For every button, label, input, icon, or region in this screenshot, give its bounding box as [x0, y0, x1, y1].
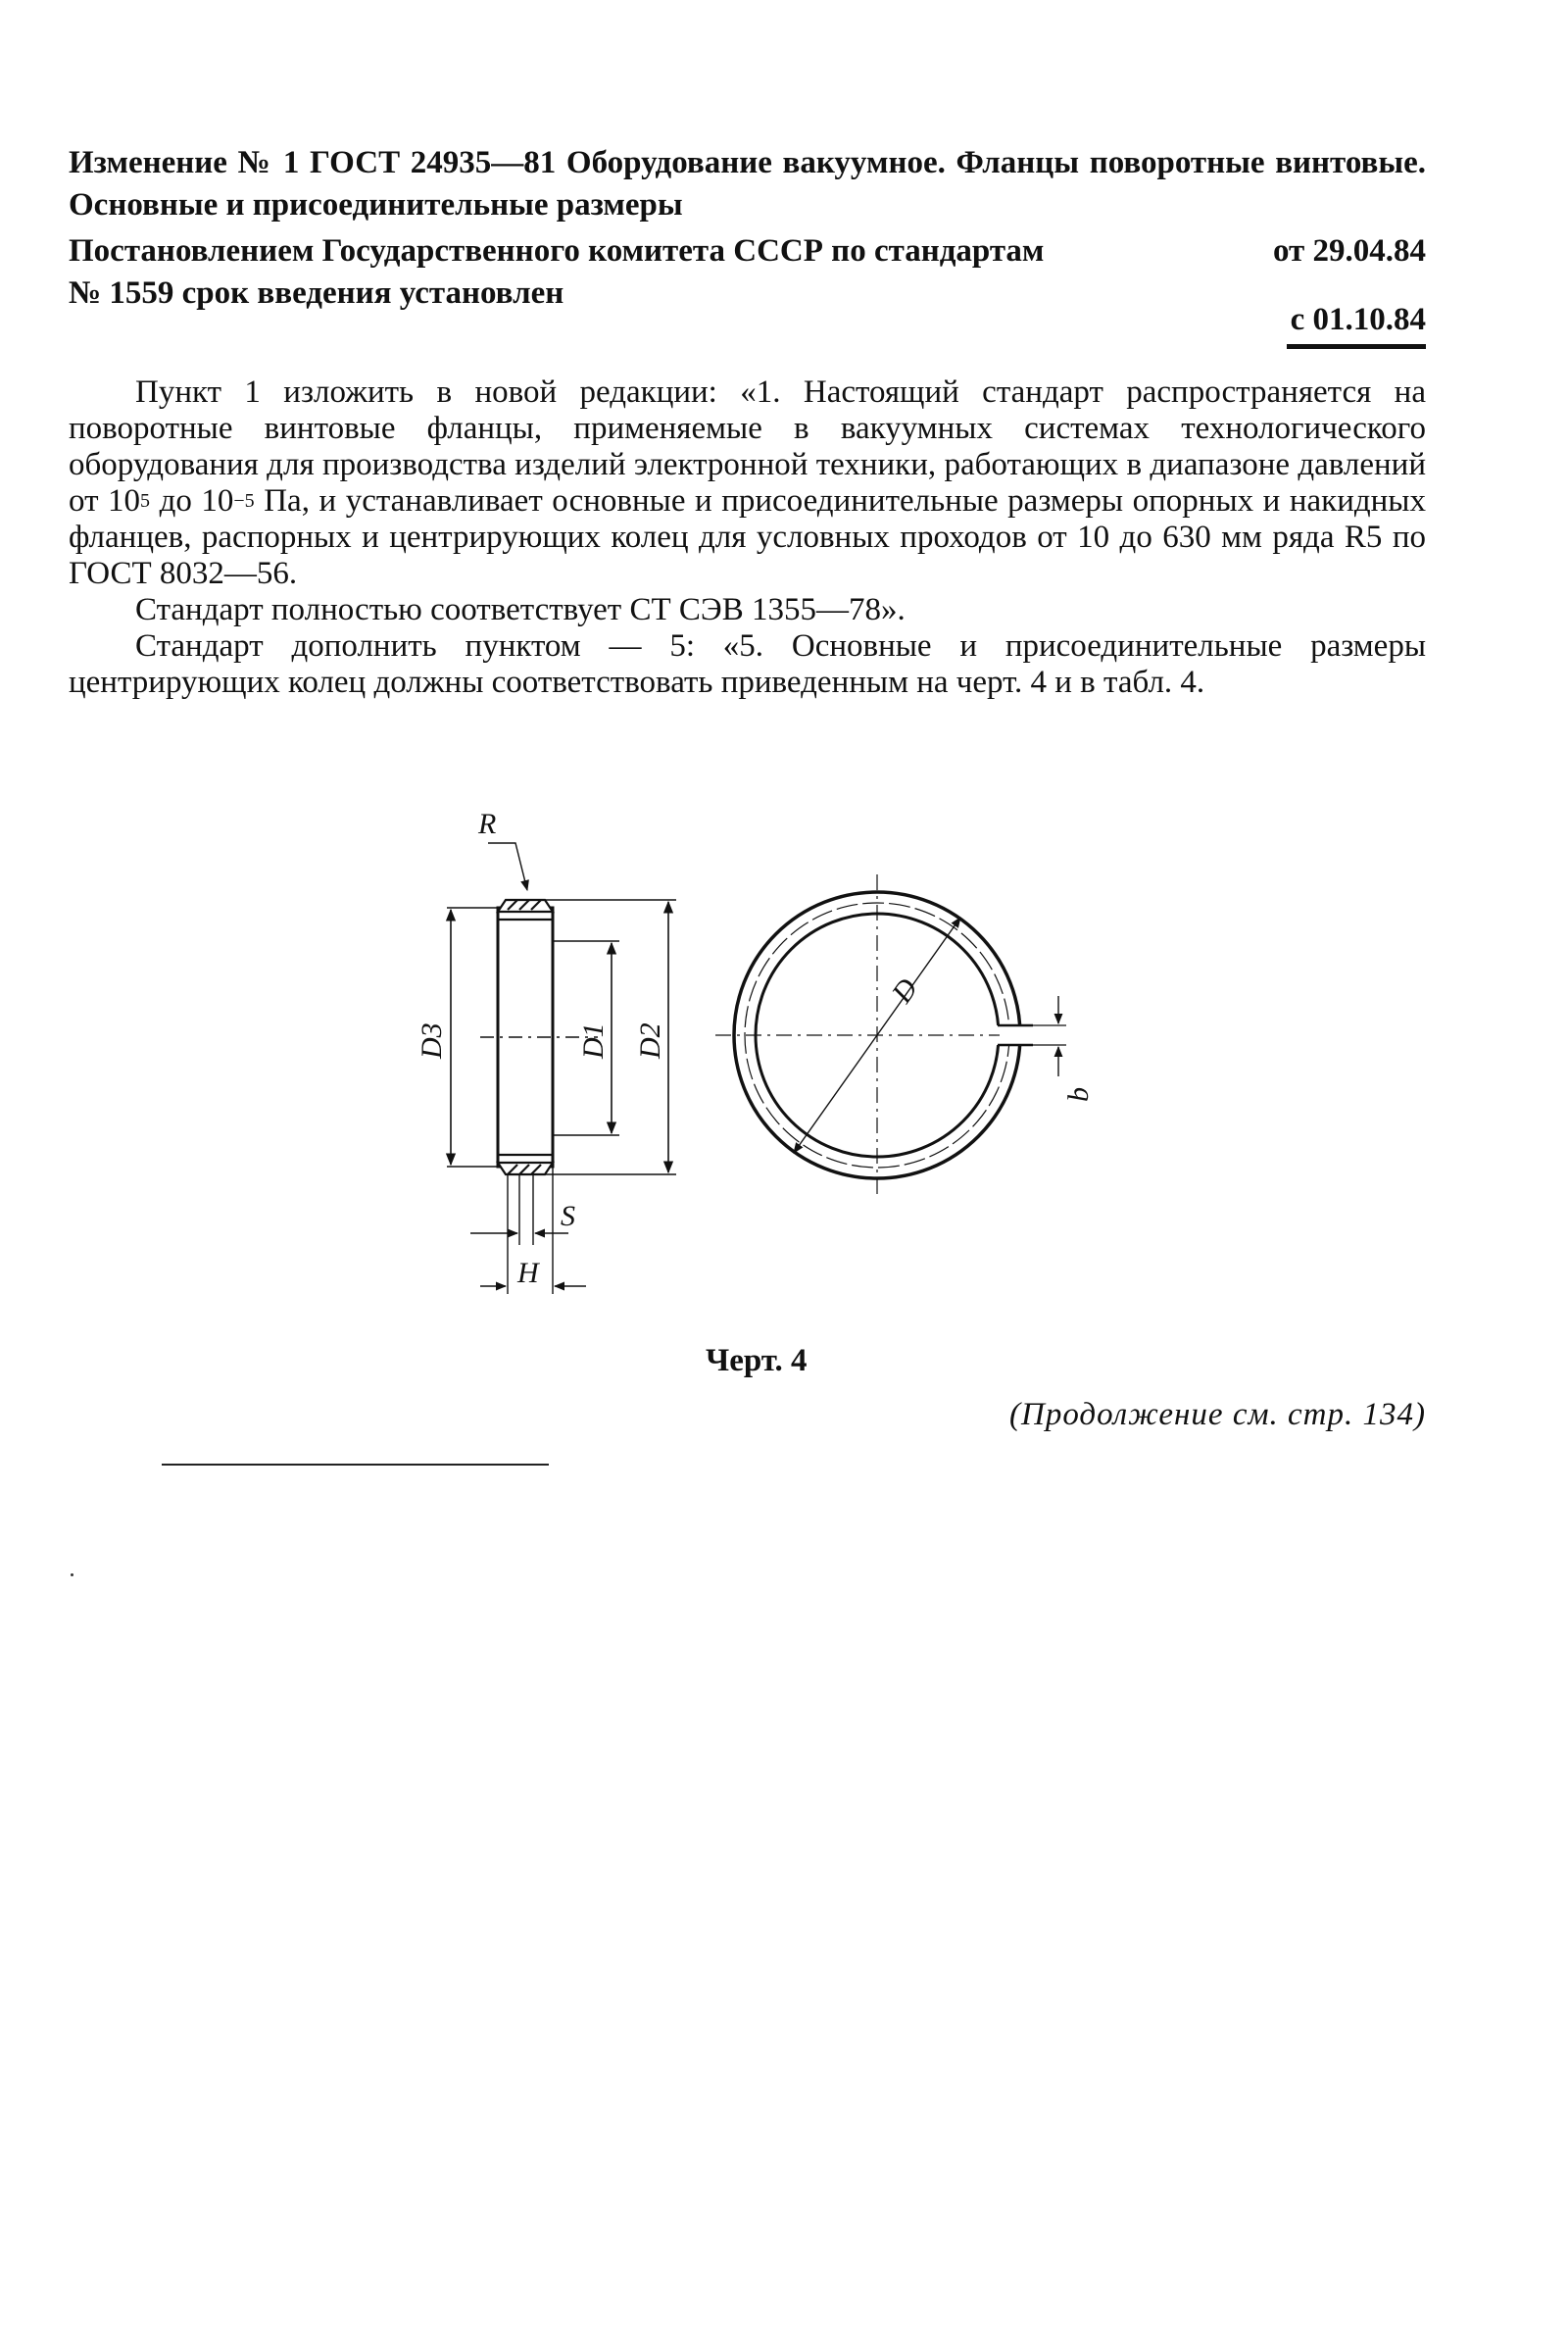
- decree-text: Постановлением Государственного комитета СССР по стандартам: [69, 233, 1045, 269]
- scan-speck: [71, 1573, 74, 1576]
- paragraph-1: Пункт 1 изложить в новой редакции: «1. Настоящий стандарт распространяется на поворотные винтовые фланцы, применяемые в вакуумных системах технологического оборудования для производства изделий электронной техники, работающих в диапазоне давлений от $10^5$ до $10^{-5}$ Па, и устанавливает основные и присоединительные размеры опорных и накидных фланцев, распорных и центрирующих колец для условных проходов от 10 до 630 мм ряда R5 по ГОСТ 8032—56.: [69, 374, 1426, 591]
- effective-date: с 01.10.84: [1291, 299, 1426, 341]
- figure-caption: Черт. 4: [706, 1343, 808, 1378]
- decree-number: № 1559 срок введения установлен: [69, 275, 564, 311]
- paragraph-2: Стандарт полностью соответствует СТ СЭВ 1355—78».: [135, 592, 906, 627]
- label-S: S: [561, 1200, 575, 1232]
- label-D2: D2: [634, 1022, 666, 1059]
- footer-rule: [162, 1464, 549, 1466]
- paragraph-3: Стандарт дополнить пунктом — 5: «5. Основные и присоединительные размеры центрирующих колец должны соответствовать приведенным на черт. 4 и в табл. 4.: [69, 628, 1426, 700]
- decree-date: от 29.04.84: [1272, 233, 1426, 269]
- label-H: H: [517, 1257, 539, 1289]
- body-text: [69, 374, 1426, 701]
- label-D3: D3: [416, 1022, 448, 1059]
- label-b: b: [1062, 1087, 1095, 1102]
- effective-date-underline: [1287, 344, 1426, 349]
- plan-view: [715, 874, 1066, 1196]
- drawing-centering-ring: [412, 804, 1098, 1314]
- continuation-note: (Продолжение см. стр. 134): [1009, 1397, 1426, 1432]
- label-D: D: [885, 972, 925, 1010]
- label-D1: D1: [577, 1022, 610, 1059]
- decree-block: [69, 230, 1426, 315]
- amendment-title: Изменение № 1 ГОСТ 24935—81 Оборудование вакуумное. Фланцы поворотные винтовые. Основные и присоединительные размеры: [69, 145, 1426, 223]
- label-R: R: [478, 808, 497, 840]
